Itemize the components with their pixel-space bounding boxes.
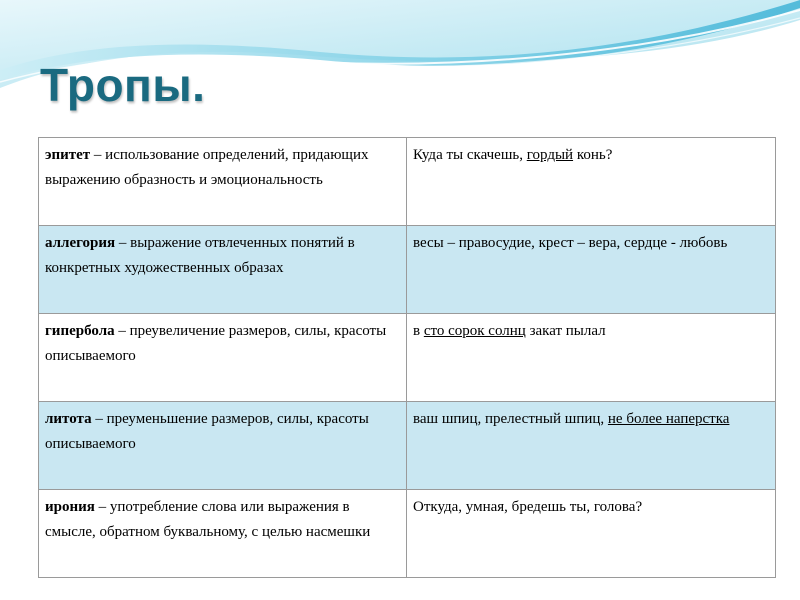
term-definition: – выражение отвлеченных понятий в конкретных художественных образах (45, 235, 355, 276)
table-row (39, 402, 776, 490)
table-row (39, 490, 776, 578)
term-name: литота (45, 411, 92, 427)
example-cell (407, 226, 776, 314)
example-text: весы – правосудие, крест – вера, сердце - любовь (413, 235, 728, 251)
definition-cell (39, 138, 407, 226)
slide-title: Тропы. (40, 59, 206, 111)
example-cell (407, 490, 776, 578)
example-text: ваш шпиц, прелестный шпиц, (413, 411, 608, 427)
table-row (39, 138, 776, 226)
example-text: закат пылал (525, 323, 606, 339)
example-highlight: не более наперстка (607, 411, 730, 427)
tropes-table (38, 137, 776, 578)
example-highlight: сто сорок солнц (423, 323, 526, 339)
example-cell (407, 138, 776, 226)
definition-cell (39, 314, 407, 402)
term-name: ирония (45, 499, 95, 515)
example-cell (407, 402, 776, 490)
table-body (39, 138, 776, 578)
term-definition: – преувеличение размеров, силы, красоты описываемого (45, 323, 387, 364)
table-row (39, 226, 776, 314)
term-definition: – использование определений, придающих выражению образность и эмоциональность (45, 147, 369, 188)
example-highlight: гордый (526, 147, 574, 163)
definition-cell (39, 490, 407, 578)
example-text: Откуда, умная, бредешь ты, голова? (413, 499, 643, 515)
term-definition: – употребление слова или выражения в смысле, обратном буквальному, с целью насмешки (45, 499, 371, 540)
definition-cell (39, 402, 407, 490)
term-definition: – преуменьшение размеров, силы, красоты описываемого (45, 411, 369, 452)
definition-cell (39, 226, 407, 314)
term-name: аллегория (45, 235, 116, 251)
example-cell (407, 314, 776, 402)
example-text: конь? (573, 147, 613, 163)
term-name: гипербола (45, 323, 115, 339)
term-name: эпитет (45, 147, 91, 163)
table-row (39, 314, 776, 402)
example-text: в (413, 323, 424, 339)
example-text: Куда ты скачешь, (413, 147, 527, 163)
